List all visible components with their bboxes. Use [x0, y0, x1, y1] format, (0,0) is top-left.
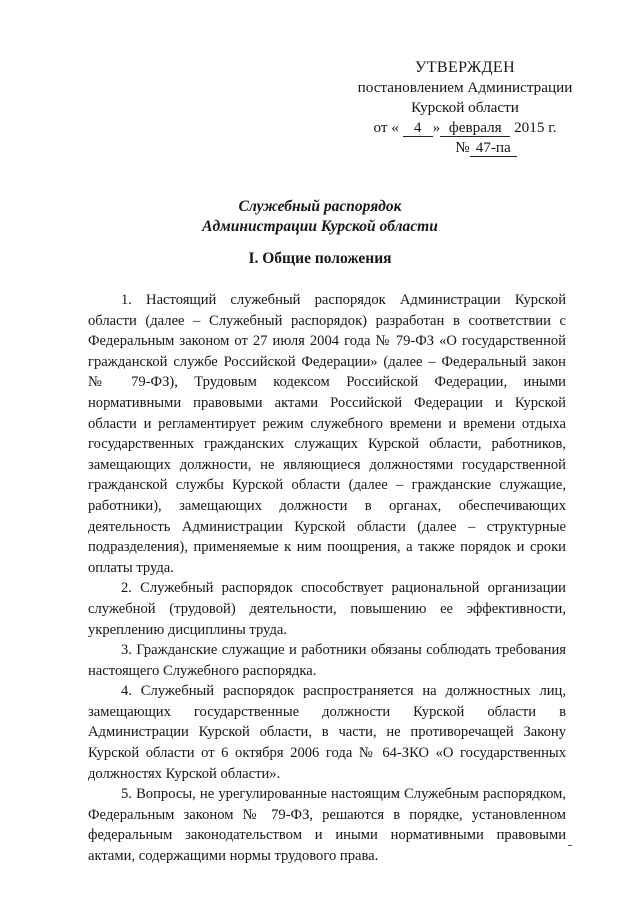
paragraph-1: 1. Настоящий служебный распорядок Администрации Курской области (далее – Служебный распорядок) разработан в соответствии с Федеральным законом от 27 июля 2004 года № 79-ФЗ «О государственной гражданской службе Российской Федерации» (далее – Федеральный закон № 79-ФЗ), Трудовым кодексом Российской Федерации, иными нормативными правовыми актами Российской Федерации и Курской области и регламентирует режим служебного времени и времени отдыха государственных гражданских служащих Курской области, работников, замещающих должности, не являющиеся должностями государственной гражданской службы Курской области (далее – гражданские служащие, работники), замещающих должности в органах, обеспечивающих деятельность Администрации Курской области (далее – структурные подразделения), применяемые к ним поощрения, а также порядок и сроки оплаты труда. — [88, 292, 566, 576]
date-day: 4 — [403, 119, 433, 137]
approval-stamp — [330, 58, 600, 158]
document-title — [0, 197, 640, 237]
approval-heading: УТВЕРЖДЕН — [414, 59, 516, 76]
paragraph-4: 4. Служебный распорядок распространяется на должностных лиц, замещающих государственные должности Курской области в Администрации Курской области, в части, не противоречащей Закону Курской области от 6 октября 2006 года № 64-ЗКО «О государственных должностях Курской области». — [88, 683, 566, 782]
approval-number: 47-па — [470, 139, 517, 157]
approval-number-line — [372, 138, 600, 158]
approval-issuer-line: постановлением Администрации — [357, 79, 573, 96]
approval-date-line — [330, 118, 600, 138]
paragraph-5: 5. Вопросы, не урегулированные настоящим Служебным распорядком, Федеральным законом № 79-ФЗ, решаются в порядке, установленном федеральным законодательством и иными нормативными правовыми актами, содержащими нормы трудового права. — [88, 786, 566, 865]
number-prefix: № — [455, 139, 470, 156]
section-heading: I. Общие положения — [248, 250, 392, 267]
paragraph-3: 3. Гражданские служащие и работники обязаны соблюдать требования настоящего Служебного распорядка. — [88, 642, 566, 679]
document-body — [88, 290, 566, 867]
document-title-line1: Служебный распорядок — [238, 198, 402, 215]
date-quote-close: » — [432, 119, 441, 136]
date-prefix: от « — [373, 119, 399, 136]
approval-region-line: Курской области — [411, 99, 519, 116]
paragraph-2: 2. Служебный распорядок способствует рациональной организации служебной (трудовой) деятельности, повышению ее эффективности, укреплению дисциплины труда. — [88, 580, 566, 638]
date-year: 2015 г. — [514, 119, 557, 136]
document-title-line2: Администрации Курской области — [202, 218, 438, 235]
date-month: февраля — [440, 119, 510, 137]
scan-mark — [568, 845, 572, 846]
